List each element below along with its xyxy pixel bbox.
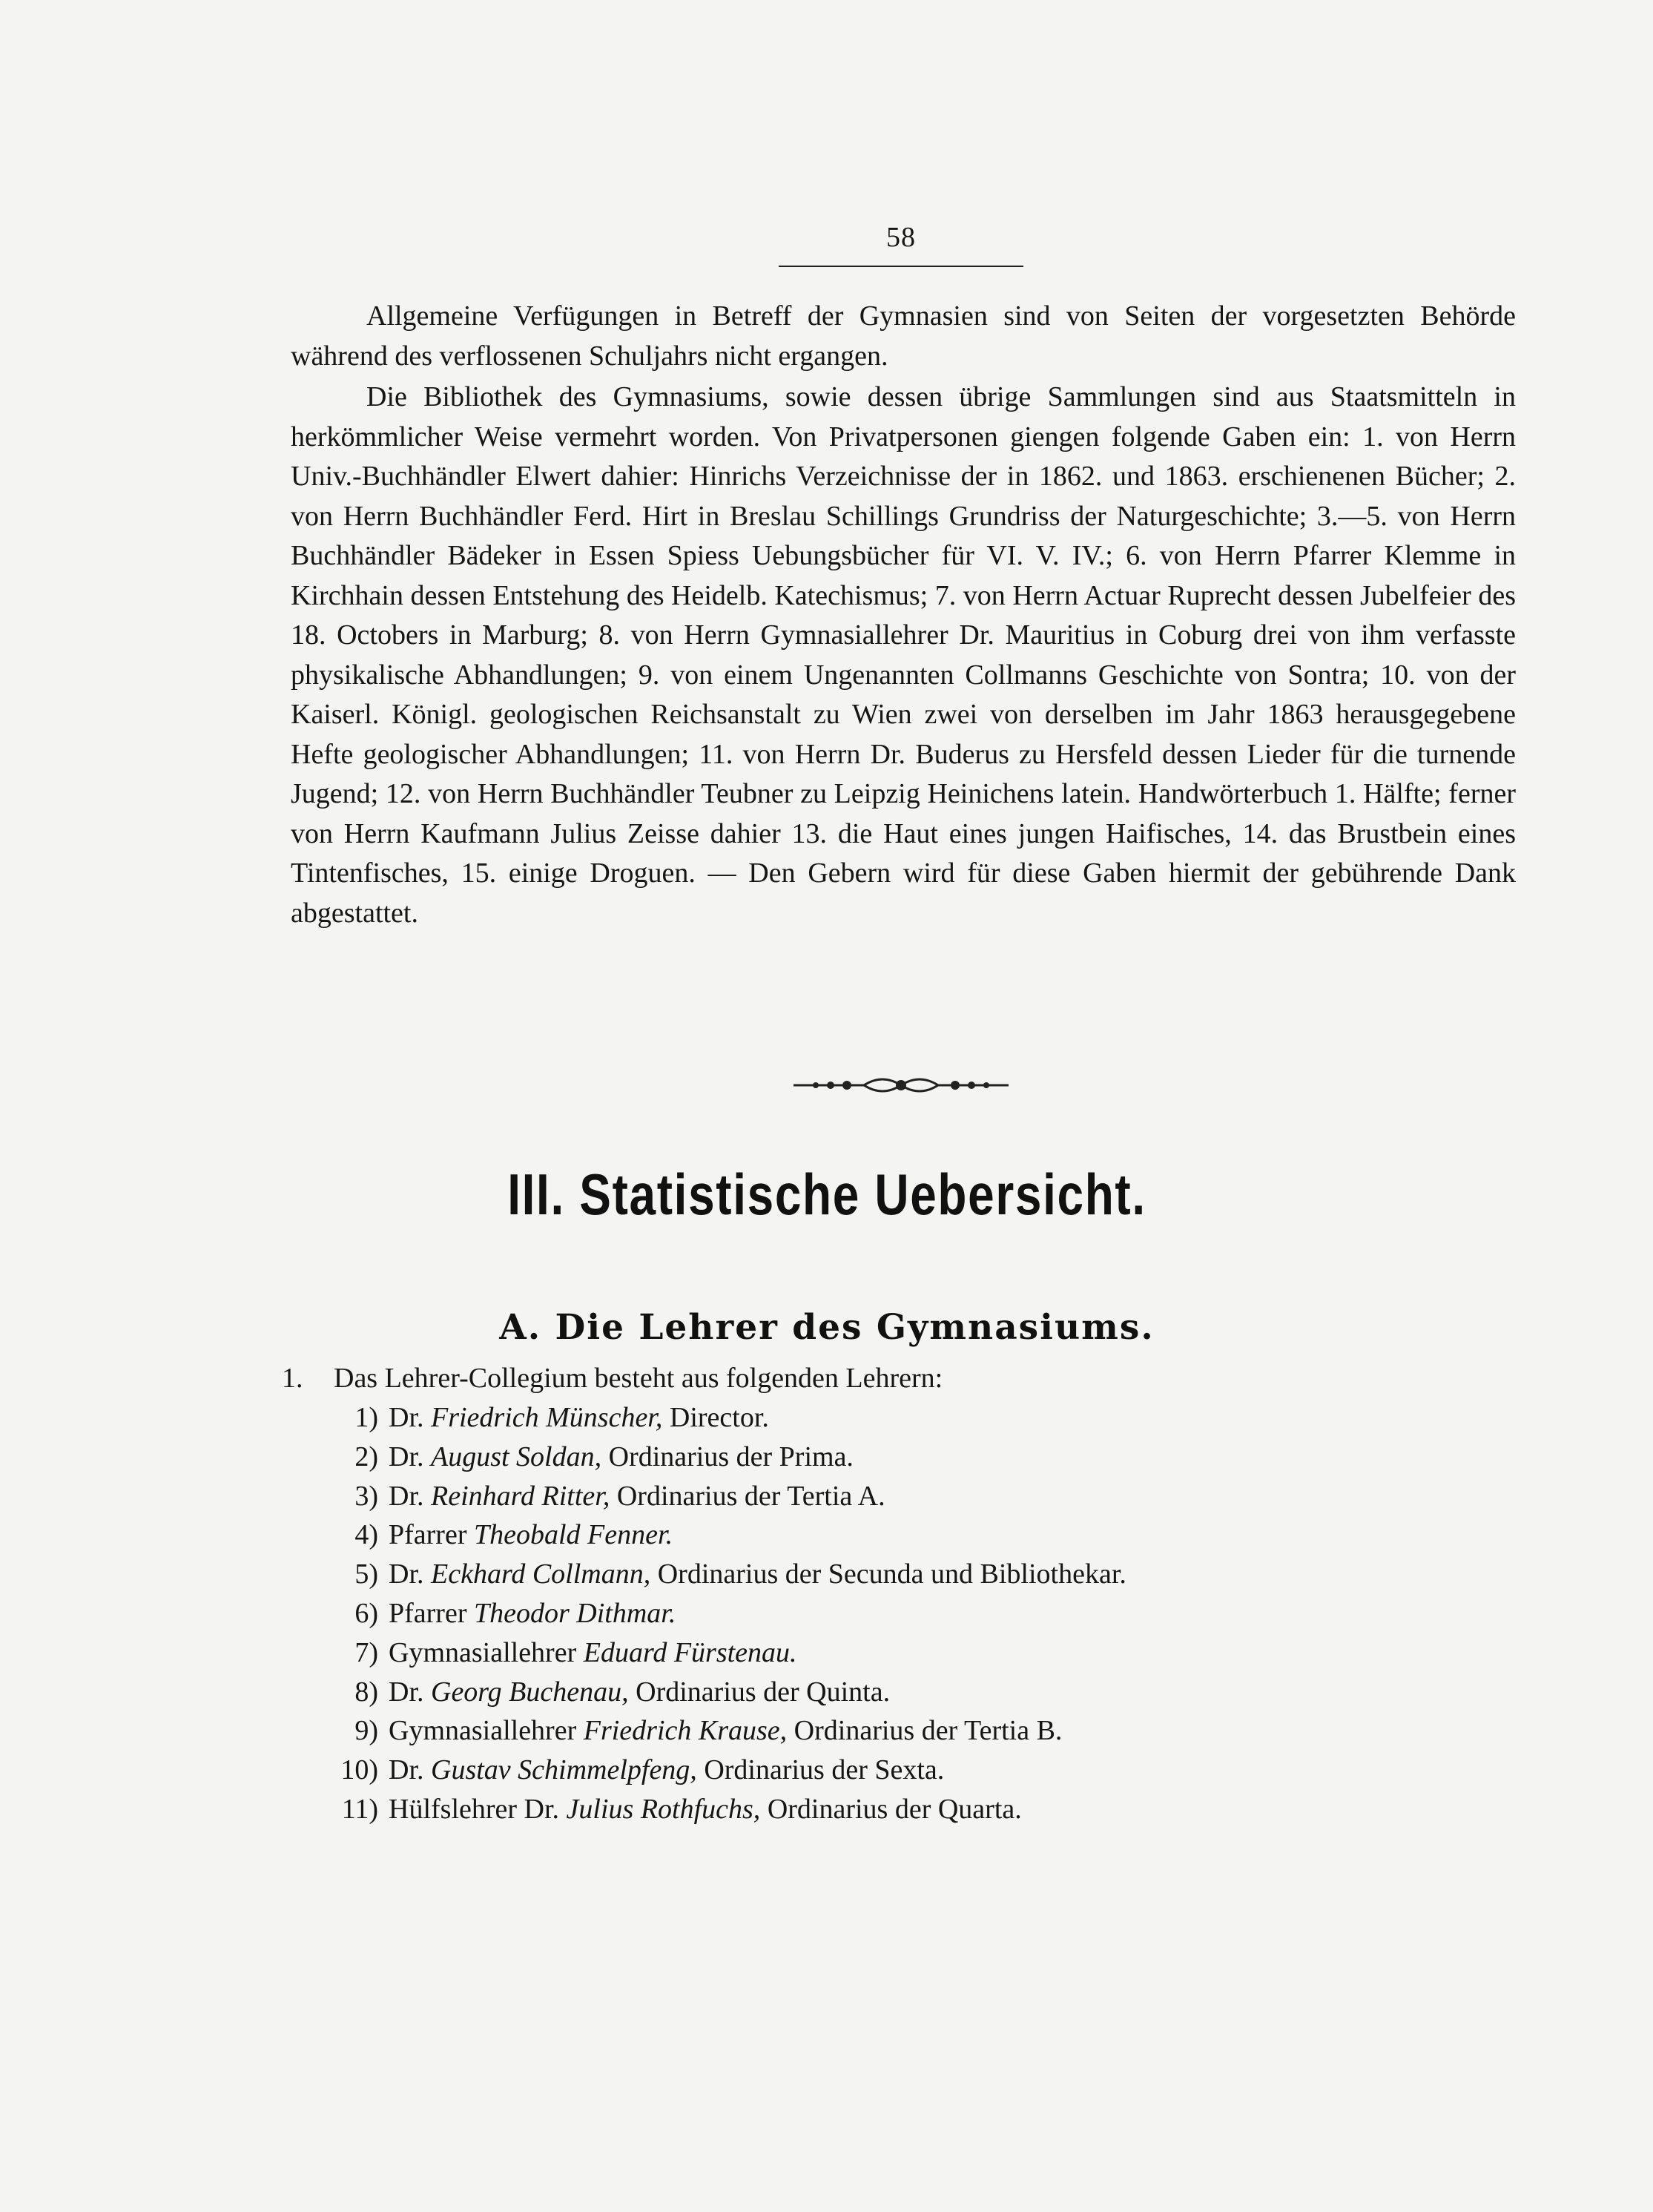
teacher-row: 9) Gymnasiallehrer Friedrich Krause, Ordinarius der Tertia B. bbox=[354, 1715, 1063, 1747]
library-report bbox=[291, 297, 1516, 933]
paragraph-library-donations: Die Bibliothek des Gymnasiums, sowie dessen übrige Sammlungen sind aus Staatsmitteln in herkömmlicher Weise vermehrt worden. Von Privatpersonen giengen folgende Gaben ein: 1. von Herrn Univ.-Buchhändler Elwert dahier: Hinrichs Verzeichnisse der in 1862. und 1863. erschienenen Bücher; 2. von Herrn Buchhändler Ferd. Hirt in Breslau Schillings Grundriss der Naturgeschichte; 3.—5. von Herrn Buchhändler Bädeker in Essen Spiess Uebungsbücher für VI. V. IV.; 6. von Herrn Pfarrer Klemme in Kirchhain dessen Entstehung des Heidelb. Katechismus; 7. von Herrn Actuar Ruprecht dessen Jubelfeier des 18. Octobers in Marburg; 8. von Herrn Gymnasiallehrer Dr. Mauritius in Coburg drei von ihm verfasste physikalische Abhandlungen; 9. von einem Ungenannten Collmanns Geschichte von Sontra; 10. von der Kaiserl. Königl. geologischen Reichsanstalt zu Wien zwei von derselben im Jahr 1863 herausgegebene Hefte geologischer Abhandlungen; 11. von Herrn Dr. Buderus zu Hersfeld dessen Lieder für die turnende Jugend; 12. von Herrn Buchhändler Teubner zu Leipzig Heinichens latein. Handwörterbuch 1. Hälfte; ferner von Herrn Kaufmann Julius Zeisse dahier 13. die Haut eines jungen Haifisches, 14. das Brustbein eines Tintenfisches, 15. einige Droguen. — Den Gebern wird für diese Gaben hiermit der gebührende Dank abgestattet. bbox=[291, 381, 1516, 929]
teacher-row: 3) Dr. Reinhard Ritter, Ordinarius der Tertia A. bbox=[354, 1480, 885, 1512]
teacher-row: 5) Dr. Eckhard Collmann, Ordinarius der Secunda und Bibliothekar. bbox=[354, 1558, 1126, 1590]
teacher-list-intro bbox=[282, 1359, 1543, 1398]
teacher-row: 2) Dr. August Soldan, Ordinarius der Prima. bbox=[354, 1441, 854, 1472]
section-heading: III. Statistische Uebersicht. bbox=[507, 1162, 1146, 1227]
teacher-list bbox=[297, 1398, 1557, 1829]
page-number: 58 bbox=[886, 222, 916, 253]
ornament-divider bbox=[793, 1070, 1009, 1100]
teacher-row: 8) Dr. Georg Buchenau, Ordinarius der Quinta. bbox=[354, 1676, 891, 1708]
teacher-row: 4) Pfarrer Theobald Fenner. bbox=[354, 1519, 673, 1551]
intro-number: 1. bbox=[282, 1363, 303, 1394]
teacher-row: 1) Dr. Friedrich Münscher, Director. bbox=[354, 1402, 769, 1433]
subsection-heading: A. Die Lehrer des Gymnasiums. bbox=[499, 1307, 1155, 1348]
teacher-row: 6) Pfarrer Theodor Dithmar. bbox=[354, 1597, 676, 1629]
intro-text: Das Lehrer-Collegium besteht aus folgenden Lehrern: bbox=[334, 1363, 943, 1394]
teacher-row: 11) Hülfslehrer Dr. Julius Rothfuchs, Ordinarius der Quarta. bbox=[341, 1793, 1022, 1825]
teacher-row: 10) Dr. Gustav Schimmelpfeng, Ordinarius der Sexta. bbox=[340, 1754, 945, 1786]
teacher-row: 7) Gymnasiallehrer Eduard Fürstenau. bbox=[354, 1636, 797, 1668]
page-number-rule bbox=[779, 266, 1023, 267]
paragraph-ordinances: Allgemeine Verfügungen in Betreff der Gymnasien sind von Seiten der vorgesetzten Behörde während des verflossenen Schuljahrs nicht ergangen. bbox=[291, 300, 1516, 372]
